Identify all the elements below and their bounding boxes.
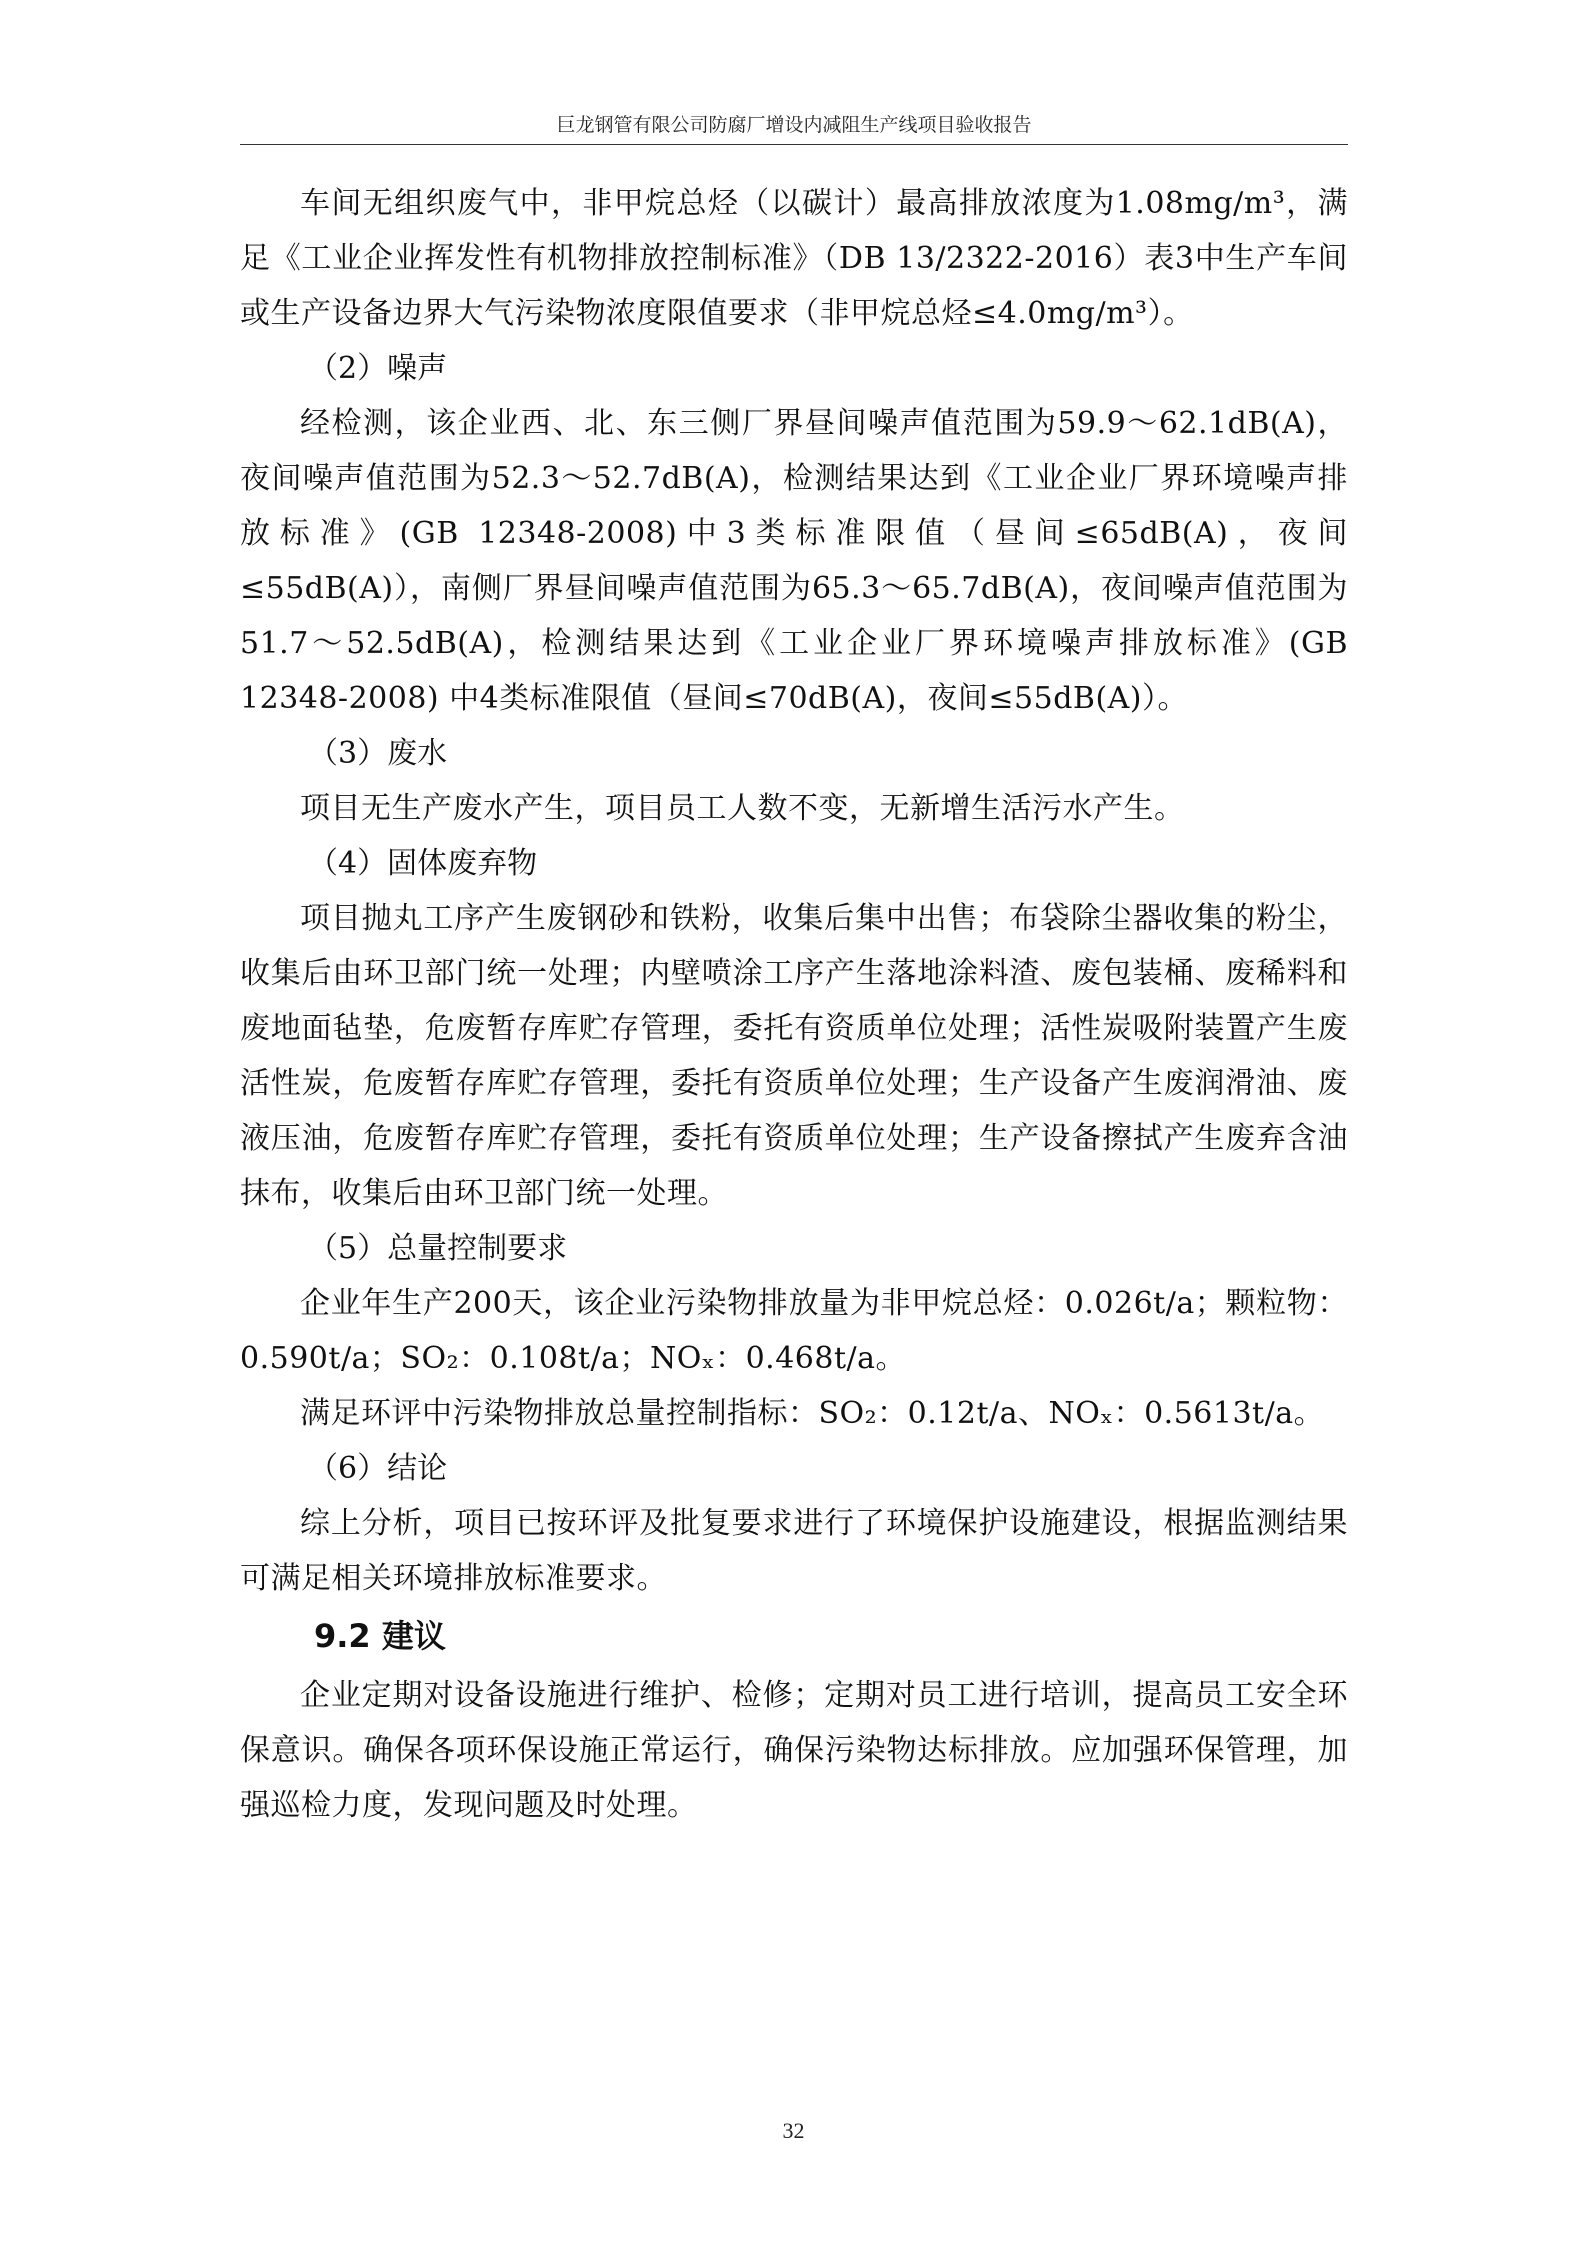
paragraph-exhaust-gas: 车间无组织废气中，非甲烷总烃（以碳计）最高排放浓度为1.08mg/m³，满足《工业企业挥发性有机物排放控制标准》（DB 13/2322-2016）表3中生产车间或生产设备边界大气污染物浓度限值要求（非甲烷总烃≤4.0mg/m³）。 [240,186,1348,331]
subheading-total-control: （5）总量控制要求 [308,1231,568,1266]
subheading-conclusion: （6）结论 [308,1451,448,1486]
page-header [240,108,1348,145]
paragraph-conclusion: 综上分析，项目已按环评及批复要求进行了环境保护设施建设，根据监测结果可满足相关环境排放标准要求。 [240,1506,1348,1596]
page-number: 32 [782,2118,805,2143]
header-title: 巨龙钢管有限公司防腐厂增设内减阻生产线项目验收报告 [556,114,1032,136]
paragraph-solid-waste: 项目抛丸工序产生废钢砂和铁粉，收集后集中出售；布袋除尘器收集的粉尘，收集后由环卫部门统一处理；内壁喷涂工序产生落地涂料渣、废包装桶、废稀料和废地面毡垫，危废暂存库贮存管理，委托有资质单位处理；活性炭吸附装置产生废活性炭，危废暂存库贮存管理，委托有资质单位处理；生产设备产生废润滑油、废液压油，危废暂存库贮存管理，委托有资质单位处理；生产设备擦拭产生废弃含油抹布，收集后由环卫部门统一处理。 [240,901,1348,1211]
paragraph-total-control-index: 满足环评中污染物排放总量控制指标：SO₂：0.12t/a、NOₓ：0.5613t/a。 [300,1396,1325,1431]
subheading-wastewater: （3）废水 [308,736,448,771]
subheading-solid-waste: （4）固体废弃物 [308,846,538,881]
section-title-suggestions: 9.2 建议 [314,1617,446,1655]
paragraph-suggestions: 企业定期对设备设施进行维护、检修；定期对员工进行培训，提高员工安全环保意识。确保各项环保设施正常运行，确保污染物达标排放。应加强环保管理，加强巡检力度，发现问题及时处理。 [240,1678,1348,1823]
paragraph-noise: 经检测，该企业西、北、东三侧厂界昼间噪声值范围为59.9～62.1dB(A)，夜间噪声值范围为52.3～52.7dB(A)，检测结果达到《工业企业厂界环境噪声排放标准》(GB 12348-2008)中3类标准限值（昼间≤65dB(A)，夜间≤55dB(A)），南侧厂界昼间噪声值范围为65.3～65.7dB(A)，夜间噪声值范围为51.7～52.5dB(A)，检测结果达到《工业企业厂界环境噪声排放标准》(GB 12348-2008) 中4类标准限值（昼间≤70dB(A)，夜间≤55dB(A)）。 [240,406,1348,716]
subheading-noise: （2）噪声 [308,351,448,386]
paragraph-wastewater: 项目无生产废水产生，项目员工人数不变，无新增生活污水产生。 [300,791,1185,826]
document-body [240,176,1348,1833]
paragraph-emissions: 企业年生产200天，该企业污染物排放量为非甲烷总烃：0.026t/a；颗粒物：0.590t/a；SO₂：0.108t/a；NOₓ：0.468t/a。 [240,1286,1348,1376]
